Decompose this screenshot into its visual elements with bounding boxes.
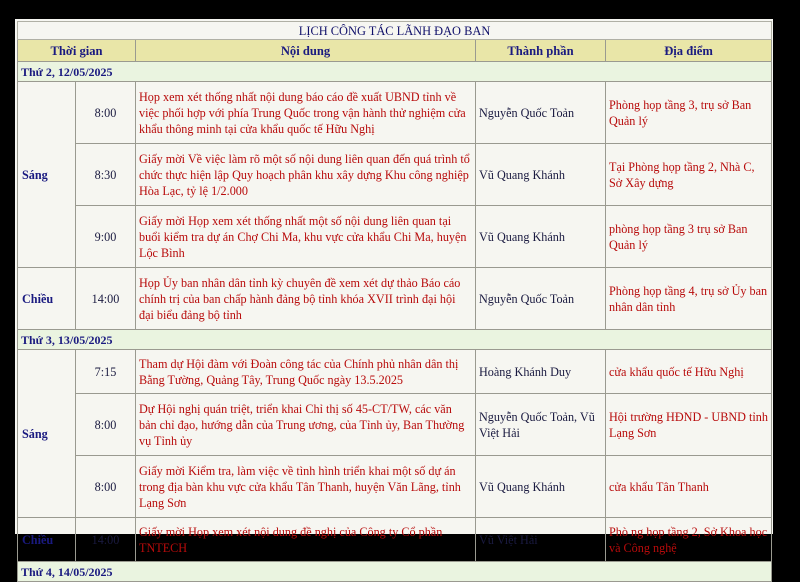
header-row: [18, 40, 772, 62]
table-row: [18, 268, 772, 330]
table-row: [18, 518, 772, 562]
table-row: [18, 144, 772, 206]
location-cell: Phòng họp tầng 3, trụ sở Ban Quản lý: [606, 82, 772, 144]
content-cell: Giấy mời Họp xem xét thống nhất một số nội dung liên quan tại buổi kiểm tra dự án Chợ Chi Ma, khu vực cửa khẩu Chi Ma, huyện Lộc Bình: [136, 206, 476, 268]
participants-cell: Vũ Quang Khánh: [476, 456, 606, 518]
location-cell: cửa khẩu quốc tế Hữu Nghị: [606, 350, 772, 394]
table-row: [18, 350, 772, 394]
time-cell: 14:00: [76, 268, 136, 330]
table-row: [18, 82, 772, 144]
time-cell: 8:00: [76, 456, 136, 518]
table-row: [18, 206, 772, 268]
participants-cell: Vũ Quang Khánh: [476, 144, 606, 206]
location-cell: Phò ng họp tầng 2, Sở Khoa học và Công nghệ: [606, 518, 772, 562]
schedule-table: [17, 21, 772, 582]
session-label: Chiều: [18, 268, 76, 330]
participants-cell: Nguyễn Quốc Toản: [476, 268, 606, 330]
header-participants: Thành phần: [476, 40, 606, 62]
participants-cell: Vũ Quang Khánh: [476, 206, 606, 268]
header-time: Thời gian: [18, 40, 136, 62]
day-label: Thứ 4, 14/05/2025: [18, 562, 772, 582]
participants-cell: Nguyễn Quốc Toản: [476, 82, 606, 144]
content-cell: Giấy mời Kiểm tra, làm việc về tình hình triển khai một số dự án trong địa bàn khu vực cửa khẩu Tân Thanh, huyện Văn Lãng, tỉnh Lạng Sơn: [136, 456, 476, 518]
time-cell: 9:00: [76, 206, 136, 268]
page-title: LỊCH CÔNG TÁC LÃNH ĐẠO BAN: [18, 22, 772, 40]
table-row: [18, 394, 772, 456]
content-cell: Dự Hội nghị quán triệt, triển khai Chỉ thị số 45-CT/TW, các văn bản chỉ đạo, hướng dẫn của Trung ương, của Tỉnh ủy, Ban Thường vụ Tỉnh ủy: [136, 394, 476, 456]
content-cell: Giấy mời Họp xem xét nội dung đề nghị của Công ty Cổ phần TNTECH: [136, 518, 476, 562]
location-cell: cửa khẩu Tân Thanh: [606, 456, 772, 518]
session-label: Sáng: [18, 82, 76, 268]
title-row: [18, 22, 772, 40]
content-cell: Giấy mời Về việc làm rõ một số nội dung liên quan đến quá trình tổ chức thực hiện lập Quy hoạch phân khu xây dựng Khu công nghiệp Hòa Lạc, tỷ lệ 1/2.000: [136, 144, 476, 206]
session-label: Chiều: [18, 518, 76, 562]
time-cell: 8:00: [76, 82, 136, 144]
location-cell: phòng họp tầng 3 trụ sở Ban Quản lý: [606, 206, 772, 268]
participants-cell: Nguyễn Quốc Toản, Vũ Việt Hải: [476, 394, 606, 456]
time-cell: 8:30: [76, 144, 136, 206]
header-content: Nội dung: [136, 40, 476, 62]
header-location: Địa điểm: [606, 40, 772, 62]
participants-cell: Hoàng Khánh Duy: [476, 350, 606, 394]
content-cell: Họp xem xét thống nhất nội dung báo cáo đề xuất UBND tỉnh về việc phối hợp với phía Trung Quốc trong vận hành thử nghiệm cửa khẩu thông minh tại cửa khẩu quốc tế Hữu Nghị: [136, 82, 476, 144]
table-row: [18, 456, 772, 518]
day-row: [18, 330, 772, 350]
time-cell: 7:15: [76, 350, 136, 394]
day-label: Thứ 3, 13/05/2025: [18, 330, 772, 350]
day-label: Thứ 2, 12/05/2025: [18, 62, 772, 82]
day-row: [18, 62, 772, 82]
content-cell: Họp Ủy ban nhân dân tỉnh kỳ chuyên đề xem xét dự thảo Báo cáo chính trị của ban chấp hành đảng bộ tỉnh khóa XVII trình đại hội đại biểu đảng bộ tỉnh: [136, 268, 476, 330]
location-cell: Tại Phòng họp tầng 2, Nhà C, Sở Xây dựng: [606, 144, 772, 206]
content-cell: Tham dự Hội đàm với Đoàn công tác của Chính phủ nhân dân thị Bằng Tường, Quảng Tây, Trung Quốc ngày 13.5.2025: [136, 350, 476, 394]
time-cell: 14:00: [76, 518, 136, 562]
time-cell: 8:00: [76, 394, 136, 456]
participants-cell: Vũ Việt Hải: [476, 518, 606, 562]
location-cell: Hội trường HĐND - UBND tỉnh Lạng Sơn: [606, 394, 772, 456]
location-cell: Phòng họp tầng 4, trụ sở Ủy ban nhân dân tỉnh: [606, 268, 772, 330]
session-label: Sáng: [18, 350, 76, 518]
